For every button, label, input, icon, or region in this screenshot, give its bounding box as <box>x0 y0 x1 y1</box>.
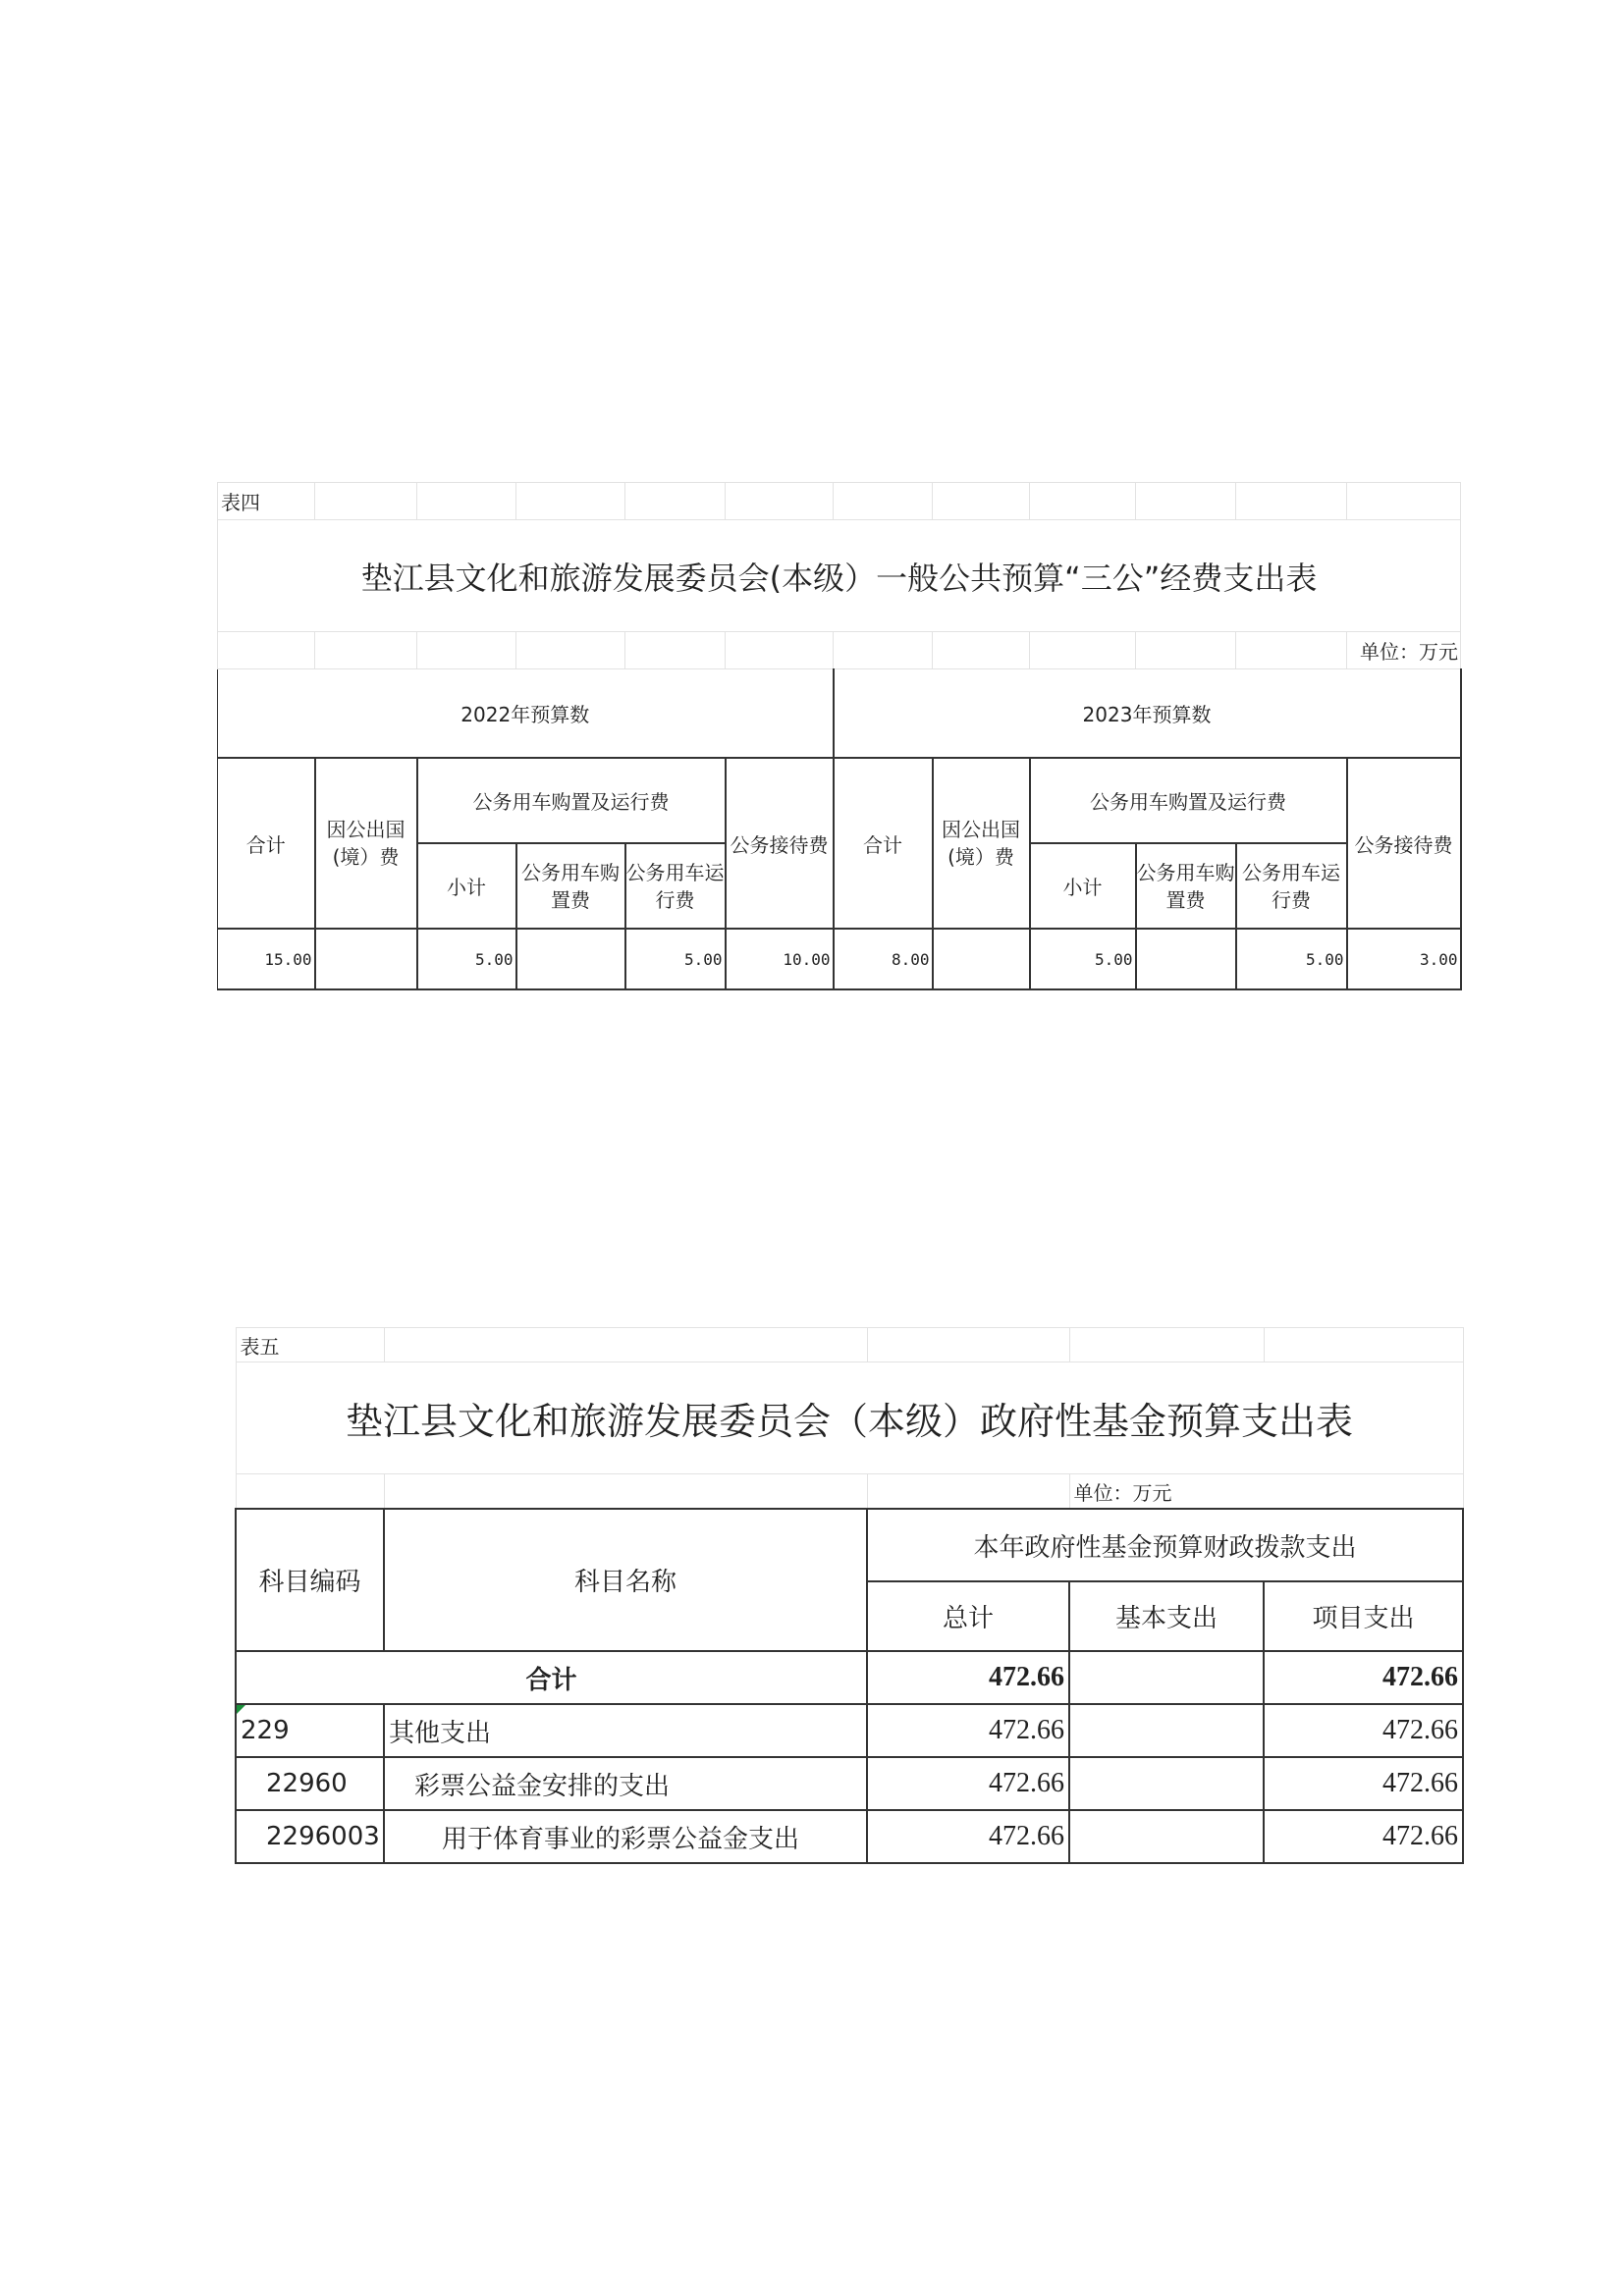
cell-operation-2023: 5.00 <box>1236 929 1347 989</box>
table-five <box>235 1327 1464 1864</box>
table-title: 垫江县文化和旅游发展委员会（本级）政府性基金预算支出表 <box>236 1362 1463 1474</box>
unit-label: 单位：万元 <box>1347 632 1461 669</box>
row-project: 472.66 <box>1264 1704 1463 1757</box>
cell-subtotal-2022: 5.00 <box>417 929 516 989</box>
cell-reception-2022: 10.00 <box>726 929 834 989</box>
row-name: 用于体育事业的彩票公益金支出 <box>384 1810 867 1863</box>
header-project: 项目支出 <box>1264 1581 1463 1651</box>
header-vehicle-2022: 公务用车购置及运行费 <box>417 758 726 843</box>
table-row <box>218 929 1461 989</box>
row-basic <box>1069 1704 1264 1757</box>
header-subtotal-2023: 小计 <box>1030 843 1136 929</box>
header-vehicle-purchase-2022: 公务用车购置费 <box>516 843 625 929</box>
table-row <box>236 1704 1463 1757</box>
table-four <box>217 482 1462 990</box>
header-total-2022: 合计 <box>218 758 315 929</box>
header-2022-budget: 2022年预算数 <box>218 669 834 759</box>
header-code: 科目编码 <box>236 1509 384 1651</box>
table-row <box>236 1757 1463 1810</box>
header-subtotal-2022: 小计 <box>417 843 516 929</box>
header-fund-expenditure: 本年政府性基金预算财政拨款支出 <box>867 1509 1463 1581</box>
cell-operation-2022: 5.00 <box>625 929 726 989</box>
row-basic <box>1069 1757 1264 1810</box>
row-code: 22960 <box>236 1757 384 1810</box>
row-basic <box>1069 1810 1264 1863</box>
row-name: 彩票公益金安排的支出 <box>384 1757 867 1810</box>
cell-purchase-2023 <box>1136 929 1236 989</box>
sum-basic <box>1069 1651 1264 1704</box>
cell-subtotal-2023: 5.00 <box>1030 929 1136 989</box>
row-project: 472.66 <box>1264 1757 1463 1810</box>
sum-label: 合计 <box>236 1651 867 1704</box>
header-vehicle-purchase-2023: 公务用车购置费 <box>1136 843 1236 929</box>
table-label: 表五 <box>236 1328 384 1362</box>
sum-total: 472.66 <box>867 1651 1069 1704</box>
cell-total-2023: 8.00 <box>834 929 933 989</box>
row-name: 其他支出 <box>384 1704 867 1757</box>
row-code: 2296003 <box>236 1810 384 1863</box>
cell-abroad-2023 <box>933 929 1030 989</box>
row-total: 472.66 <box>867 1757 1069 1810</box>
header-abroad-2022: 因公出国(境）费 <box>315 758 417 929</box>
table-label: 表四 <box>218 483 315 520</box>
cell-purchase-2022 <box>516 929 625 989</box>
unit-label: 单位：万元 <box>1069 1474 1463 1510</box>
sum-row <box>236 1651 1463 1704</box>
cell-reception-2023: 3.00 <box>1347 929 1461 989</box>
table-row <box>236 1810 1463 1863</box>
row-project: 472.66 <box>1264 1810 1463 1863</box>
header-vehicle-operation-2022: 公务用车运行费 <box>625 843 726 929</box>
table-title: 垫江县文化和旅游发展委员会(本级）一般公共预算“三公”经费支出表 <box>218 520 1461 632</box>
header-name: 科目名称 <box>384 1509 867 1651</box>
header-basic: 基本支出 <box>1069 1581 1264 1651</box>
header-reception-2022: 公务接待费 <box>726 758 834 929</box>
sum-project: 472.66 <box>1264 1651 1463 1704</box>
header-reception-2023: 公务接待费 <box>1347 758 1461 929</box>
header-abroad-2023: 因公出国(境）费 <box>933 758 1030 929</box>
header-total-2023: 合计 <box>834 758 933 929</box>
header-total: 总计 <box>867 1581 1069 1651</box>
header-vehicle-2023: 公务用车购置及运行费 <box>1030 758 1347 843</box>
cell-abroad-2022 <box>315 929 417 989</box>
cell-total-2022: 15.00 <box>218 929 315 989</box>
row-total: 472.66 <box>867 1704 1069 1757</box>
header-2023-budget: 2023年预算数 <box>834 669 1461 759</box>
row-code: 229 <box>236 1704 384 1757</box>
row-total: 472.66 <box>867 1810 1069 1863</box>
header-vehicle-operation-2023: 公务用车运行费 <box>1236 843 1347 929</box>
